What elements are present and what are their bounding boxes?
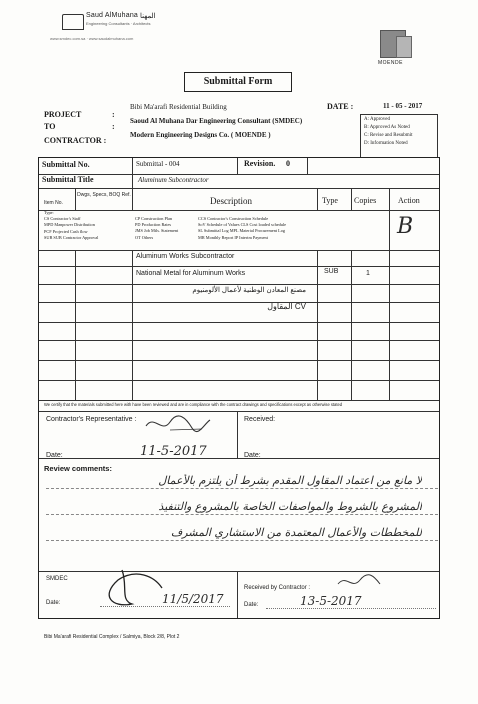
code-d: D: Information Noted [364,141,408,146]
th-description: Description [210,196,252,206]
company-subtitle: Engineering Consultants · Architects [86,21,151,26]
type-pcf: PCF Projected Cash flow [44,228,88,234]
type-mr: MR Monthly Report IP Interim Payment [198,234,268,240]
contractor-logo [378,30,418,64]
type-pd: PD Production Rates [135,222,172,228]
type-jms: JMS Job Mtls. Statement [135,228,179,234]
row2-type: SUB [324,268,339,275]
row2-description: National Metal for Aluminum Works [136,270,246,277]
types-heading: Type: [44,210,54,215]
company-logo [40,12,180,52]
footnote: Bibi Ma'arafi Residential Complex / Salmiya, Block 2/8, Plot 2 [44,634,180,640]
types-col2 [135,216,205,241]
th-copies: Copies [354,196,377,205]
date-value: 11 - 05 - 2017 [383,102,423,110]
rep-date-value: 11-5-2017 [140,444,207,459]
rep-label: Contractor's Representative : [46,416,137,423]
types-col3 [198,216,350,241]
th-ref: Dwgs, Specs, BOQ Ref. [77,192,131,198]
received-date-label-2: Date: [244,602,259,608]
logo-mark-icon [62,14,84,30]
type-cp: CP Construction Plan [135,216,173,221]
to-colon: : [112,122,115,131]
contractor-logo-name: MOENDE [378,60,403,66]
smdec-signature [92,566,172,610]
th-type: Type [322,196,338,205]
received-date-label: Date: [244,452,261,459]
review-line-2: المشروع بالشروط والمواصفات الخاصة بالمشروع والتنفيذ [158,500,422,513]
smdec-label: SMDEC [46,576,68,582]
revision-value: 0 [286,159,290,168]
type-cs: CS Contractor's Staff [44,216,81,222]
company-url: www.smdec.com.sa · www.saudalmuhana.com [50,36,134,41]
rep-date-label: Date: [46,452,63,459]
certify-statement: We certify that the materials submitted here with have been reviewed and are in compliance with the contract drawings and specifications except as otherwise stated [44,402,343,407]
rep-signature [140,412,212,438]
smdec-date-value: 11/5/2017 [162,592,224,606]
project-value: Bibi Ma'arafi Residential Building [130,103,227,111]
type-sl: SL Submittal Log MPL Material Procurement Log [198,228,286,234]
to-label: TO [44,122,56,131]
th-action: Action [398,196,420,205]
review-line-3: للمخططات والأعمال المعتمدة من الاستشاري المشرف [170,526,422,539]
to-value: Saoud Al Muhana Dar Engineering Consultant (SMDEC) [130,117,303,125]
contractor-value: Modern Engineering Designs Co. ( MOENDE ) [130,131,271,139]
building-icon-secondary [396,36,412,58]
type-mpd: MPD Manpower Distribution [44,222,95,228]
row4-arabic: CV المقاول [267,302,306,311]
row3-arabic: مصنع المعادن الوطنية لأعمال الألومنيوم [192,287,306,294]
project-label: PROJECT [44,110,82,119]
th-item: Item No. [44,200,63,206]
received-by-label: Received by Contractor : [244,585,311,591]
review-label: Review comments: [44,464,112,473]
type-ot: OT Others [135,234,154,240]
received-label: Received: [244,416,276,423]
submittal-title-value: Aluminum Subcontractor [138,176,209,184]
contractor-label: CONTRACTOR : [44,136,107,145]
row2-copies: 1 [366,270,370,277]
review-rule-3 [46,540,438,541]
review-rule-1 [46,488,438,489]
company-name-ar: المهنا [140,13,156,20]
code-c: C: Revise and Resubmit [364,133,413,138]
revision-label: Revision. [244,159,276,168]
company-name-en: Saud AlMuhana [86,12,139,19]
received-date-value: 13-5-2017 [300,594,362,608]
submittal-no-label: Submittal No. [42,160,90,169]
approval-codes-box [360,114,438,158]
type-ccs: CCS Contractor's Construction Schedule [198,216,269,221]
smdec-date-label: Date: [46,600,61,606]
received-date-rule [266,608,436,609]
submittal-no-value: Submittal - 004 [136,160,180,168]
smdec-date-rule [100,606,230,607]
action-mark: B [397,214,414,239]
type-sub: SUB SUB Contractor Approval [44,234,99,240]
review-line-1: لا مانع من اعتماد المقاول المقدم بشرط أن يلتزم بالأعمال [158,474,422,487]
received-signature [334,572,384,592]
code-a: A: Approved [364,117,390,122]
row1-description: Aluminum Works Subcontractor [136,253,235,260]
project-colon: : [112,110,115,119]
submittal-title-label: Submittal Title [42,175,94,184]
type-sov: SoV Schedule of Values CLS Cost loaded schedule [198,222,287,228]
review-rule-2 [46,514,438,515]
code-b: B: Approved As Noted [364,125,410,130]
date-label: DATE : [327,102,354,111]
form-title: Submittal Form [184,72,292,92]
types-col1 [44,210,134,241]
